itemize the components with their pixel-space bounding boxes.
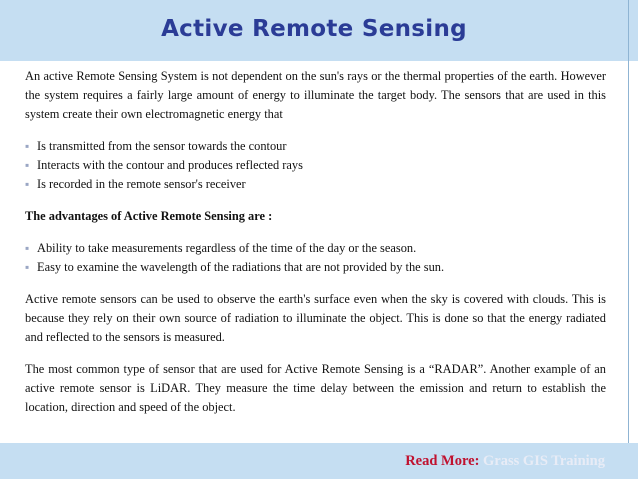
list-item: ▪ Easy to examine the wavelength of the radiations that are not provided by the sun. <box>25 258 606 277</box>
read-more-link[interactable]: Grass GIS Training <box>483 453 605 469</box>
bullet-icon: ▪ <box>25 139 30 153</box>
advantages-list <box>25 239 606 277</box>
slide-body <box>25 67 606 417</box>
radar-paragraph: The most common type of sensor that are used for Active Remote Sensing is a “RADAR”. Another example of an active remote sensor is LiDAR. They measure the time delay between the emission and return to establish the location, direction and speed of the object. <box>25 362 606 414</box>
energy-points-list <box>25 137 606 194</box>
read-more-label: Read More: <box>405 453 480 469</box>
read-more <box>405 453 605 470</box>
intro-paragraph: An active Remote Sensing System is not dependent on the sun's rays or the thermal properties of the earth. However the system requires a fairly large amount of energy to illuminate the target body. The sensors that are used in this system create their own electromagnetic energy that <box>25 69 606 121</box>
clouds-paragraph: Active remote sensors can be used to observe the earth's surface even when the sky is covered with clouds. This is because they rely on their own source of radiation to illuminate the object. This is done so that the energy radiated and reflected to the sensors is measured. <box>25 292 606 344</box>
bullet-icon: ▪ <box>25 260 30 274</box>
bullet-icon: ▪ <box>25 177 30 191</box>
list-item: ▪ Interacts with the contour and produces reflected rays <box>25 156 606 175</box>
slide-title: Active Remote Sensing <box>161 16 467 42</box>
bullet-icon: ▪ <box>25 158 30 172</box>
advantages-heading: The advantages of Active Remote Sensing are : <box>25 209 273 223</box>
bullet-icon: ▪ <box>25 241 30 255</box>
list-item: ▪ Ability to take measurements regardless of the time of the day or the season. <box>25 239 606 258</box>
list-item: ▪ Is transmitted from the sensor towards the contour <box>25 137 606 156</box>
list-item: ▪ Is recorded in the remote sensor's receiver <box>25 175 606 194</box>
right-divider <box>628 0 629 445</box>
